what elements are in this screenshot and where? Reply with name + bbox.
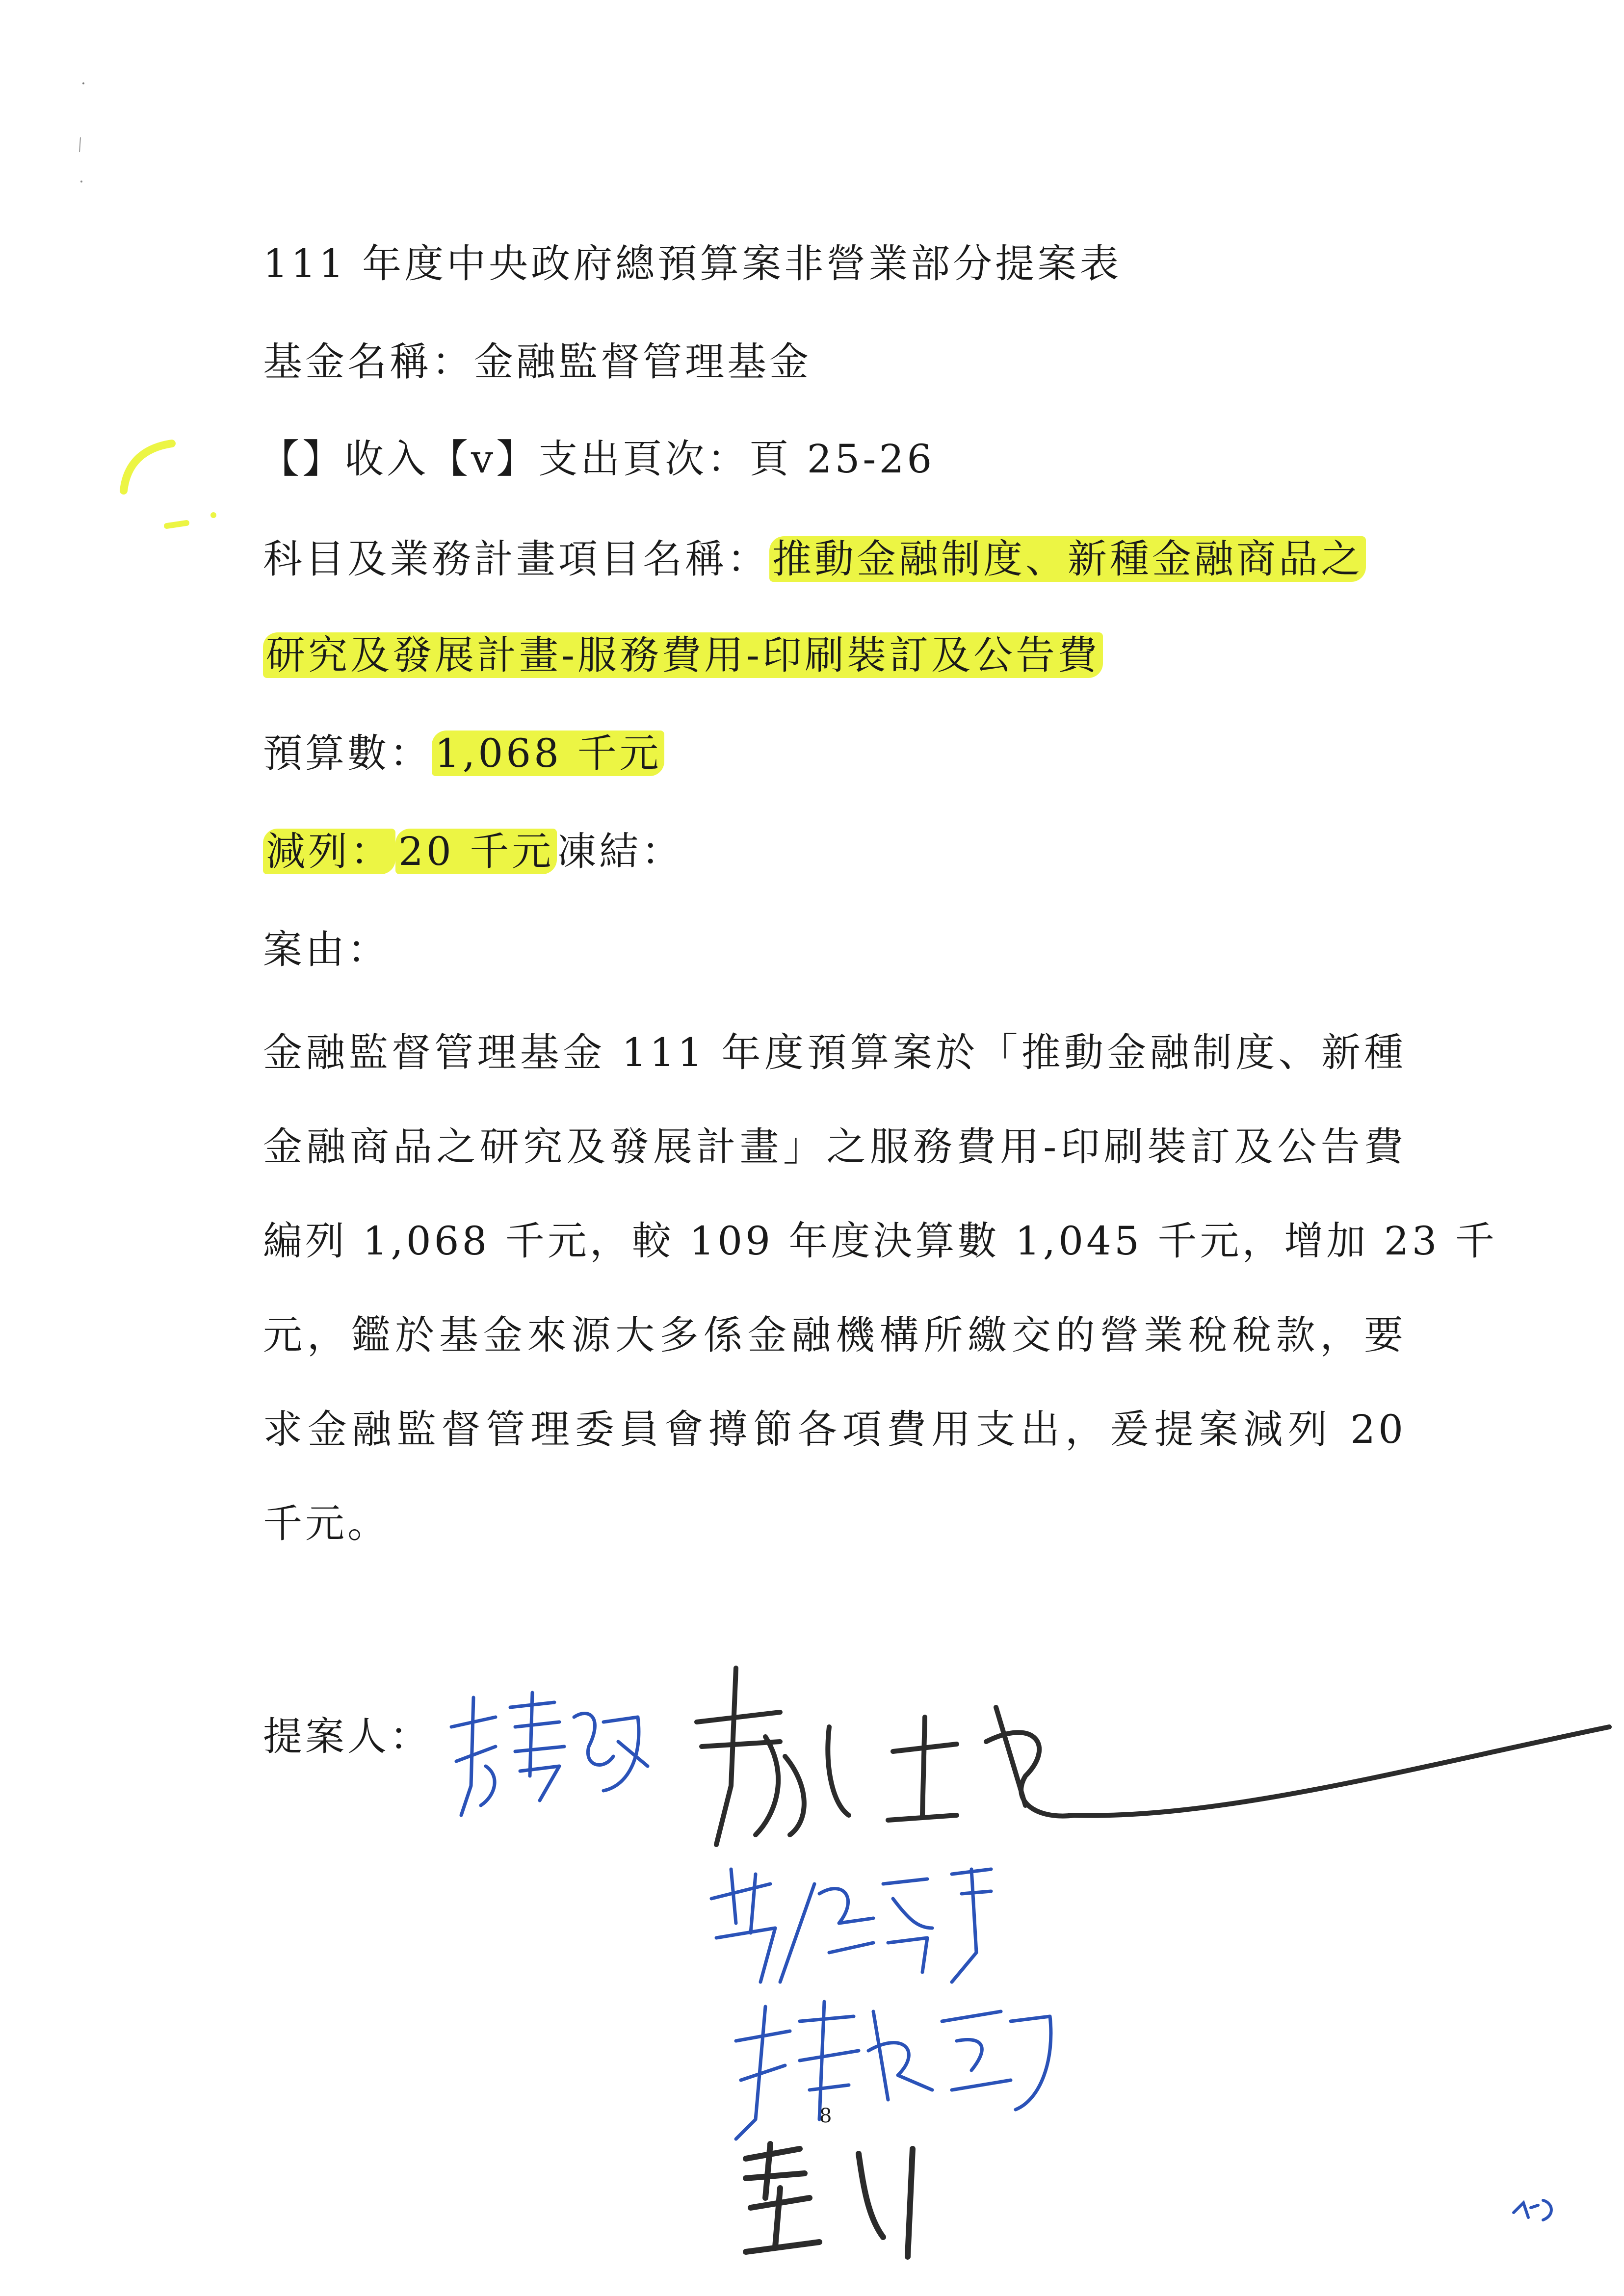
subject-value-highlight-2: 研究及發展計畫-服務費用-印刷裝訂及公告費 [263,632,1103,678]
subject-label: 科目及業務計畫項目名稱： [263,536,769,582]
budget-line [263,724,664,783]
reason-line: 元，鑑於基金來源大多係金融機構所繳交的營業稅稅款，要 [263,1312,1406,1358]
scan-specks [74,78,93,188]
signature-black-1 [682,1658,1614,1881]
subject-line-2 [263,626,1103,685]
subject-value-highlight: 推動金融制度、新種金融商品之 [769,536,1366,582]
reason-line: 編列 1,068 千元，較 109 年度決算數 1,045 千元，增加 23 千 [263,1218,1497,1264]
cut-value: 20 千元 [395,829,557,874]
page-number: 8 [819,2105,832,2127]
proposer-label: 提案人： [263,1714,432,1759]
cut-label: 減列： [263,829,395,874]
subject-line-1 [263,530,1366,589]
reason-paragraph [263,1006,1497,1571]
highlighter-mark [113,437,226,537]
budget-value: 1,068 千元 [432,731,664,776]
document-title: 111 年度中央政府總預算案非營業部分提案表 [263,241,1122,287]
signature-blue-3 [726,1992,1060,2151]
reason-line: 求金融監督管理委員會撙節各項費用支出，爰提案減列 20 [263,1407,1406,1452]
type-and-page-line: 【】收入【v】支出頁次：頁 25-26 [260,436,935,482]
signature-black-2 [736,2139,942,2269]
budget-label: 預算數： [263,731,432,776]
signature-blue-1 [442,1688,657,1837]
reason-line: 金融監督管理基金 111 年度預算案於「推動金融制度、新種 [263,1030,1406,1075]
cut-suffix: 凍結： [557,829,684,874]
reason-line: 金融商品之研究及發展計畫」之服務費用-印刷裝訂及公告費 [263,1124,1406,1170]
reason-line: 千元。 [263,1501,390,1546]
cut-line [263,822,683,881]
signature-blue-2 [697,1854,1001,2004]
fund-name: 基金名稱：金融監督管理基金 [263,339,812,385]
initial-mark [1509,2193,1563,2229]
reason-label: 案由： [263,927,390,972]
